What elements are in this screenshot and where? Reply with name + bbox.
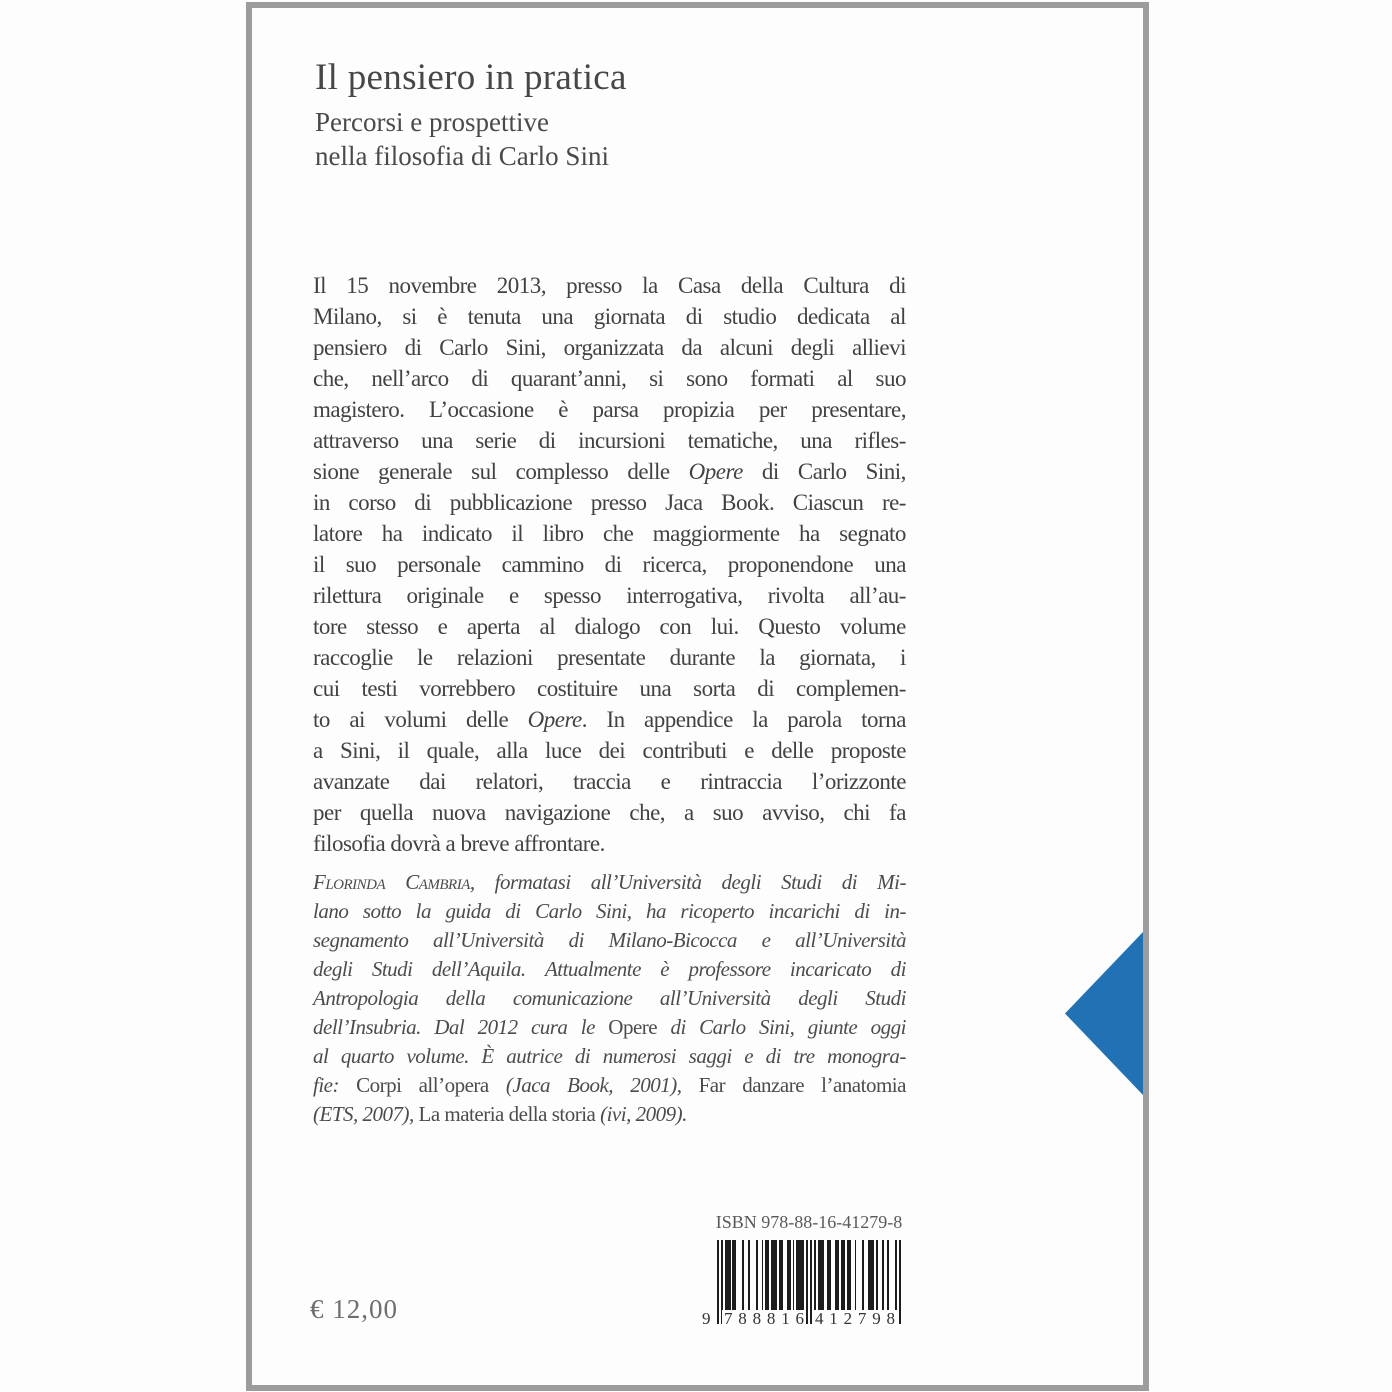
barcode-digit: 7 — [724, 1309, 733, 1328]
text-line: latore ha indicato il libro che maggiormente ha segnato — [313, 521, 906, 546]
text-line: rilettura originale e spesso interrogativa, rivolta all’au- — [313, 583, 906, 608]
barcode-bar — [862, 1240, 864, 1310]
barcode-bar — [771, 1240, 777, 1310]
barcode-digits-group1 — [722, 1310, 806, 1328]
barcode-bar — [847, 1240, 851, 1310]
text-line: il suo personale cammino di ricerca, proponendone una — [313, 552, 906, 577]
price-label: € 12,00 — [310, 1294, 398, 1324]
ean-barcode — [702, 1240, 901, 1330]
barcode-bar — [793, 1240, 795, 1310]
barcode-digit: 1 — [829, 1309, 838, 1328]
text-line: avanzate dai relatori, traccia e rintraccia l’orizzonte — [313, 769, 906, 794]
barcode-digits-group2 — [813, 1310, 897, 1328]
barcode-bar — [814, 1240, 816, 1310]
barcode-bar — [796, 1240, 804, 1310]
text-line: magistero. L’occasione è parsa propizia per presentare, — [313, 397, 906, 422]
text-line: dell’Insubria. Dal 2012 cura le Opere di Carlo Sini, giunte oggi — [313, 1015, 906, 1039]
text-line: Antropologia della comunicazione all’Università degli Studi — [313, 986, 906, 1010]
barcode-bar — [748, 1240, 750, 1310]
text-line: (ETS, 2007), La materia della storia (ivi, 2009). — [313, 1102, 687, 1126]
barcode-bar — [876, 1240, 878, 1310]
text-line: per quella nuova navigazione che, a suo avviso, chi fa — [313, 800, 906, 825]
barcode-bar — [899, 1240, 901, 1324]
barcode-bar — [887, 1240, 889, 1310]
barcode-bar — [855, 1240, 857, 1310]
barcode-bar — [742, 1240, 744, 1310]
text-line: attraverso una serie di incursioni tematiche, una rifles- — [313, 428, 906, 453]
barcode-digit: 4 — [815, 1309, 824, 1328]
barcode-digit: 8 — [738, 1309, 747, 1328]
isbn-number: ISBN 978-88-16-41279-8 — [715, 1212, 903, 1232]
text-line: Milano, si è tenuta una giornata di studio dedicata al — [313, 304, 906, 329]
barcode-bar — [779, 1240, 783, 1310]
barcode-digit: 2 — [843, 1309, 853, 1328]
text-line: raccoglie le relazioni presentate durante la giornata, i — [313, 645, 906, 670]
barcode-bar — [765, 1240, 769, 1310]
text-line: lano sotto la guida di Carlo Sini, ha ricoperto incarichi di in- — [313, 899, 906, 923]
book-subtitle-line2: nella filosofia di Carlo Sini — [315, 141, 609, 171]
text-line: in corso di pubblicazione presso Jaca Book. Ciascun re- — [313, 490, 906, 515]
barcode-digit: 8 — [752, 1309, 762, 1328]
barcode-digit: 9 — [872, 1309, 881, 1328]
barcode-bar — [827, 1240, 831, 1310]
barcode-digit: 1 — [781, 1309, 790, 1328]
barcode-bar — [882, 1240, 884, 1310]
barcode-bar — [818, 1240, 824, 1310]
barcode-digit: 8 — [766, 1309, 776, 1328]
barcode-bar — [841, 1240, 845, 1310]
text-line: Il 15 novembre 2013, presso la Casa della Cultura di — [313, 273, 906, 298]
barcode-bar — [835, 1240, 839, 1310]
text-line: filosofia dovrà a breve affrontare. — [313, 831, 605, 856]
barcode-bar — [868, 1240, 874, 1310]
text-line: Florinda Cambria, formatasi all’Università degli Studi di Mi- — [313, 870, 906, 894]
text-line: segnamento all’Università di Milano-Bicocca e all’Università — [313, 928, 906, 952]
text-line: to ai volumi delle Opere. In appendice la parola torna — [313, 707, 906, 732]
text-line: cui testi vorrebbero costituire una sorta di complemen- — [313, 676, 906, 701]
barcode-digit-left: 9 — [702, 1309, 711, 1328]
barcode-bar — [762, 1240, 764, 1310]
text-line: al quarto volume. È autrice di numerosi saggi e di tre monogra- — [313, 1044, 906, 1068]
text-line: sione generale sul complesso delle Opere di Carlo Sini, — [313, 459, 906, 484]
text-line: pensiero di Carlo Sini, organizzata da alcuni degli allievi — [313, 335, 906, 360]
barcode-bar — [810, 1240, 812, 1324]
book-subtitle-line1: Percorsi e prospettive — [315, 107, 549, 137]
text-line: tore stesso e aperta al dialogo con lui. Questo volume — [313, 614, 906, 639]
barcode-digit: 6 — [795, 1309, 804, 1328]
book-title: Il pensiero in pratica — [315, 57, 627, 98]
text-line: degli Studi dell’Aquila. Attualmente è professore incaricato di — [313, 957, 906, 981]
barcode-bar — [725, 1240, 731, 1310]
barcode-digit: 8 — [886, 1309, 895, 1328]
barcode-bar — [787, 1240, 791, 1310]
author-bio-paragraph — [313, 868, 906, 1129]
text-line: fie: Corpi all’opera (Jaca Book, 2001), Far danzare l’anatomia — [313, 1073, 906, 1097]
text-line: a Sini, il quale, alla luce dei contributi e delle proposte — [313, 738, 906, 763]
barcode-bar — [732, 1240, 736, 1310]
barcode-digit: 7 — [857, 1309, 867, 1328]
barcode-bar — [756, 1240, 758, 1310]
text-line: che, nell’arco di quarant’anni, si sono formati al suo — [313, 366, 906, 391]
barcode-bar — [806, 1240, 808, 1324]
barcode-bar — [717, 1240, 719, 1324]
synopsis-paragraph — [313, 270, 906, 859]
